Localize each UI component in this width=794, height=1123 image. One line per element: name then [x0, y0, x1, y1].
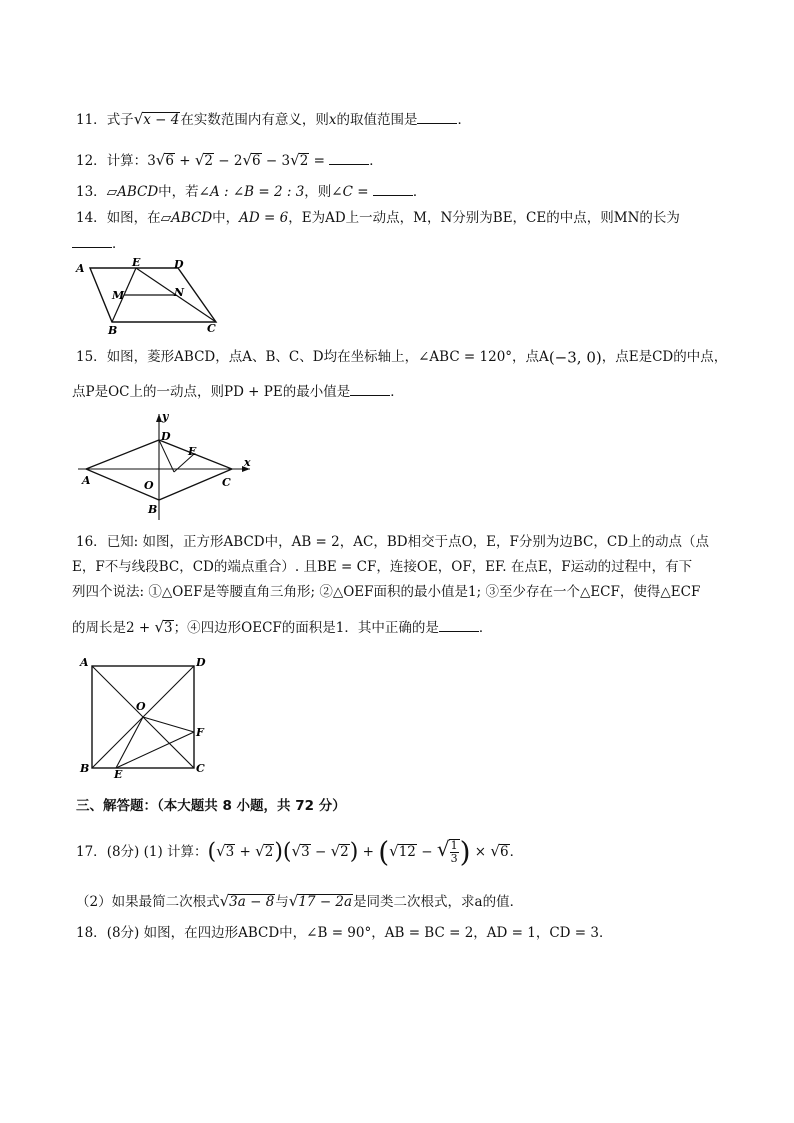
label-D: D [161, 430, 171, 443]
answer-blank [439, 619, 479, 632]
answer-blank [417, 111, 457, 124]
label-E: E [188, 445, 197, 458]
question-16-line3: 列四个说法: ①△OEF是等腰直角三角形; ②△OEF面积的最小值是1; ③至少存在一个△ECF，使得△ECF [72, 584, 701, 600]
label-O: O [144, 479, 154, 492]
label-B: B [80, 762, 90, 775]
label-A: A [82, 474, 91, 487]
label-B: B [148, 503, 158, 516]
question-15-line1: 15．如图，菱形ABCD，点A、B、C、D均在坐标轴上，∠ABC = 120°，点A(−3, 0)，点E是CD的中点， [76, 348, 728, 367]
question-15-line2: 点P是OC上的一动点，则PD + PE的最小值是 ． [72, 384, 404, 400]
question-12: 12．计算：3√6 + √2 − 2√6 − 3√2 = ． [76, 151, 383, 169]
label-C: C [207, 322, 216, 335]
label-E: E [114, 768, 123, 781]
label-M: M [112, 289, 125, 302]
figure-parallelogram [72, 256, 232, 336]
label-B: B [108, 324, 118, 337]
figure-square [76, 652, 216, 782]
label-O: O [136, 700, 146, 713]
question-14: 14．如图，在▱ABCD中，AD = 6，E为AD上一动点，M，N分别为BE，CE的中点，则MN的长为 [76, 210, 680, 226]
answer-blank [373, 183, 413, 196]
question-16-line1: 16．已知: 如图，正方形ABCD中，AB = 2，AC，BD相交于点O，E，F分别为边BC，CD上的动点（点 [76, 534, 710, 550]
figure-rhombus-axes [72, 408, 262, 523]
label-y: y [162, 410, 169, 423]
question-17-part1: 17．(8分) (1) 计算：(√3 + √2)(√3 − √2) + (√12 − √ $\frac{1}{3}$ ) × √6． [76, 835, 524, 869]
label-N: N [174, 286, 185, 299]
label-C: C [222, 476, 231, 489]
label-F: F [196, 726, 204, 739]
label-D: D [196, 656, 206, 669]
question-13: 13．▱ABCD中，若∠A : ∠B = 2 : 3，则∠C = ． [76, 184, 427, 200]
answer-blank [329, 152, 369, 165]
label-A: A [80, 656, 89, 669]
label-x: x [244, 456, 251, 469]
answer-blank [72, 235, 112, 248]
section-heading: 三、解答题：（本大题共 8 小题，共 72 分） [76, 798, 346, 814]
question-14-cont: ． [72, 234, 126, 254]
question-17-part2: （2）如果最简二次根式√3a − 8与√17 − 2a是同类二次根式，求a的值． [76, 892, 524, 910]
question-18: 18．(8分) 如图，在四边形ABCD中，∠B = 90°，AB = BC = 2，AD = 1，CD = 3． [76, 925, 613, 941]
label-A: A [76, 262, 85, 275]
label-E: E [132, 256, 141, 269]
answer-blank [350, 383, 390, 396]
label-C: C [196, 762, 205, 775]
question-11: 11．式子√x − 4在实数范围内有意义，则x的取值范围是 ． [76, 110, 471, 128]
question-16-line2: E，F不与线段BC，CD的端点重合）. 且BE = CF，连接OE，OF，EF. 在点E，F运动的过程中，有下 [72, 559, 693, 575]
label-D: D [174, 258, 184, 271]
question-16-line4: 的周长是2 + √3；④四边形OECF的面积是1．其中正确的是 ． [72, 618, 493, 636]
